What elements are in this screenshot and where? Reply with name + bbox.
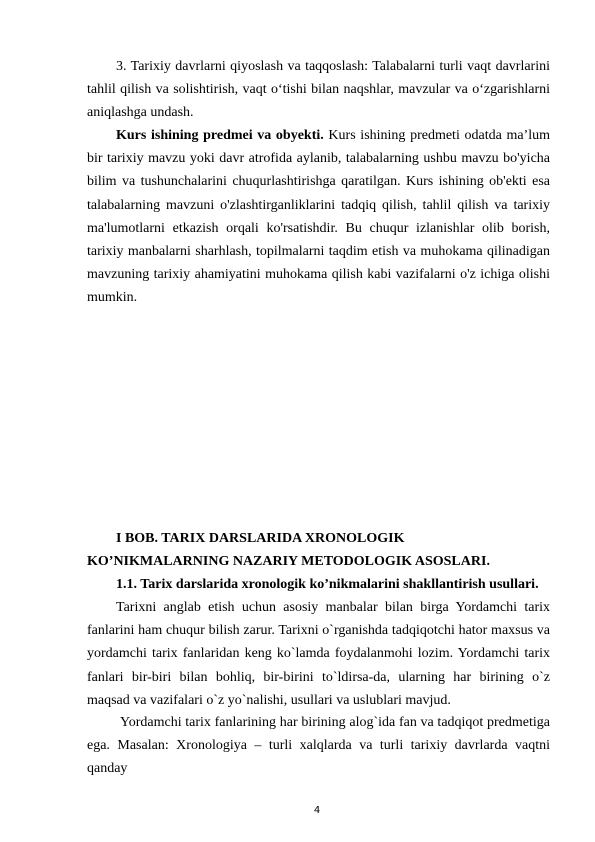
paragraph-auxiliary-disciplines: Tarixni anglab etish uchun asosiy manbalar bilan birga Yordamchi tarix fanlarini ham chuqur bilish zarur. Tarixni o`rganishda tadqiqotchi hator maxsus va yordamchi tarix fanlaridan keng ko`lamda foydalanmohi lozim. Yordamchi tarix fanlari bir-biri bilan bohliq, bir-birini to`ldirsa-da, ularning har birining o`z maqsad va vazifalari o`z yo`nalishi, usullari va uslublari mavjud. [87,600,550,708]
chapter-heading: I BOB. TARIX DARSLARIDA XRONOLOGIK KO’NIKMALARNING NAZARIY METODOLOGIK ASOSLARI. [87,531,490,570]
paragraph-chronology: Yordamchi tarix fanlarining har birining alog`ida fan va tadqiqot predmetiga ega. Masalan: Xronologiya – turli xalqlarda va turli tarixiy davrlarda vaqtni qanday [87,715,550,777]
page-number: 4 [313,805,321,816]
paragraph-lead-heading: Kurs ishining predmei va obyekti. [116,128,324,143]
paragraph-subject-object [87,124,550,310]
paragraph-comparison: 3. Tarixiy davrlarni qiyoslash va taqqoslash: Talabalarni turli vaqt davrlarini tahlil qilish va solishtirish, vaqt o‘tishi bilan naqshlar, mavzular va o‘zgarishlarni aniqlashga undash. [87,59,550,121]
section-heading: 1.1. Tarix darslarida xronologik ko’nikmalarini shakllantirish usullari. [116,577,539,592]
paragraph-body: Kurs ishining predmeti odatda ma’lum bir tarixiy mavzu yoki davr atrofida aylanib, talabalarning ushbu mavzu bo'yicha bilim va tushunchalarini chuqurlashtirishga qaratilgan. Kurs ishining ob'ekti esa talabalarning mavzuni o'zlashtirganliklarini tadqiq qilish, tahlil qilish va tarixiy ma'lumotlarni etkazish orqali ko'rsatishdir. Bu chuqur izlanishlar olib borish, tarixiy manbalarni sharhlash, topilmalarni taqdim etish va muhokama qilinadigan mavzuning tarixiy ahamiyatini muhokama qilish kabi vazifalarni o'z ichiga olishi mumkin. [87,128,550,306]
